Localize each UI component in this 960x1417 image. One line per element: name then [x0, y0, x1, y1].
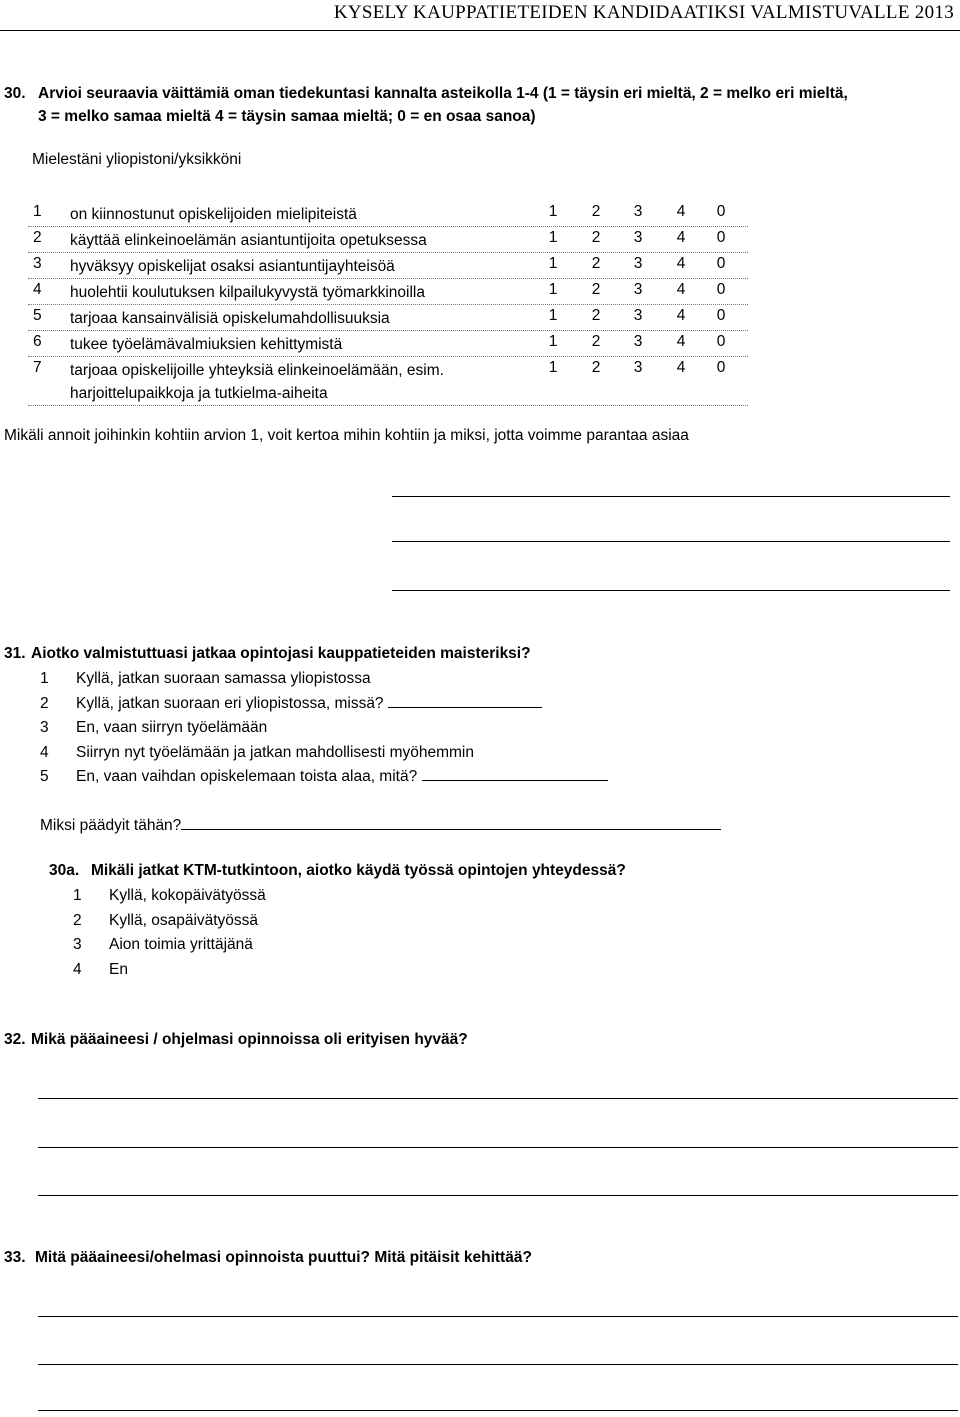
option-number: 3: [73, 936, 82, 953]
option-item[interactable]: [40, 692, 740, 717]
option-number: 3: [40, 719, 49, 736]
header-rule: [0, 30, 960, 31]
option-number: 1: [73, 887, 82, 904]
row-statement: [70, 359, 530, 405]
option-number: 2: [73, 911, 82, 929]
row-statement: on kiinnostunut opiskelijoiden mielipiteistä: [70, 206, 357, 223]
option-number: 1: [40, 670, 49, 687]
scale-option-1[interactable]: 1: [548, 203, 558, 220]
rating-row: [28, 331, 748, 357]
scale-option-2[interactable]: 2: [591, 359, 601, 376]
option-text: Kyllä, jatkan suoraan eri yliopistossa, missä?: [76, 694, 384, 712]
option-text: Kyllä, kokopäivätyössä: [109, 887, 266, 904]
question-text-line2: 3 = melko samaa mieltä 4 = täysin samaa mieltä; 0 = en osaa sanoa): [38, 108, 536, 125]
scale-option-3[interactable]: 3: [633, 255, 643, 272]
row-number: 4: [33, 281, 42, 298]
scale-option-4[interactable]: 4: [676, 255, 686, 272]
rating-table: [28, 201, 748, 406]
option-item[interactable]: [73, 909, 673, 934]
scale-option-0[interactable]: 0: [716, 307, 726, 324]
question-33-number: 33.: [4, 1249, 26, 1266]
row-statement: huolehtii koulutuksen kilpailukyvystä työmarkkinoilla: [70, 284, 425, 301]
option-item[interactable]: [40, 667, 740, 692]
row-number: 6: [33, 333, 42, 350]
option-text: En, vaan vaihdan opiskelemaan toista alaa, mitä?: [76, 768, 418, 785]
scale-option-2[interactable]: 2: [591, 255, 601, 272]
row-statement-line2: harjoittelupaikkoja ja tutkielma-aiheita: [70, 385, 328, 402]
scale-option-1[interactable]: 1: [548, 359, 558, 376]
rating-row: [28, 227, 748, 253]
answer-line[interactable]: [392, 496, 950, 497]
option-text: En, vaan siirryn työelämään: [76, 719, 268, 736]
scale-option-1[interactable]: 1: [548, 255, 558, 272]
scale-option-4[interactable]: 4: [676, 307, 686, 324]
scale-option-4[interactable]: 4: [676, 359, 686, 376]
scale-option-1[interactable]: 1: [548, 307, 558, 324]
question-text-line1: Arvioi seuraavia väittämiä oman tiedekuntasi kannalta asteikolla 1-4 (1 = täysin eri mieltä, 2 = melko eri mieltä,: [38, 85, 848, 102]
q31-options: [40, 667, 740, 790]
scale-option-3[interactable]: 3: [633, 229, 643, 246]
question-31-number: 31.: [4, 645, 26, 662]
why-answer-field[interactable]: [181, 814, 721, 830]
option-item[interactable]: [73, 884, 673, 909]
scale-option-3[interactable]: 3: [633, 359, 643, 376]
row-number: 3: [33, 255, 42, 272]
option-number: 5: [40, 768, 49, 785]
scale-option-0[interactable]: 0: [716, 359, 726, 376]
scale-option-1[interactable]: 1: [548, 281, 558, 298]
option-text: Kyllä, osapäivätyössä: [109, 911, 259, 929]
q30a-options: [73, 884, 673, 982]
scale-option-3[interactable]: 3: [633, 333, 643, 350]
scale-option-2[interactable]: 2: [591, 307, 601, 324]
scale-option-2[interactable]: 2: [591, 333, 601, 350]
row-number: 2: [33, 229, 42, 246]
answer-line[interactable]: [38, 1364, 958, 1365]
answer-line[interactable]: [392, 590, 950, 591]
scale-option-0[interactable]: 0: [716, 281, 726, 298]
scale-option-0[interactable]: 0: [716, 255, 726, 272]
scale-option-4[interactable]: 4: [676, 281, 686, 298]
option-item[interactable]: [40, 716, 740, 741]
option-text: Kyllä, jatkan suoraan samassa yliopistossa: [76, 670, 371, 687]
row-number: 1: [33, 203, 42, 220]
option-number: 4: [73, 960, 82, 978]
question-31-text: Aiotko valmistuttuasi jatkaa opintojasi kauppatieteiden maisteriksi?: [31, 645, 531, 662]
row-number: 5: [33, 307, 42, 324]
scale-option-1[interactable]: 1: [548, 333, 558, 350]
scale-option-0[interactable]: 0: [716, 229, 726, 246]
row-statement: hyväksyy opiskelijat osaksi asiantuntijayhteisöä: [70, 258, 395, 275]
rating-row: [28, 305, 748, 331]
scale-option-3[interactable]: 3: [633, 307, 643, 324]
option-item[interactable]: [73, 958, 673, 983]
answer-line[interactable]: [38, 1410, 958, 1411]
scale-option-4[interactable]: 4: [676, 333, 686, 350]
question-32-number: 32.: [4, 1031, 26, 1048]
option-item[interactable]: [40, 741, 740, 766]
option-text: Siirryn nyt työelämään ja jatkan mahdollisesti myöhemmin: [76, 743, 474, 761]
scale-option-3[interactable]: 3: [633, 281, 643, 298]
row-statement: tarjoaa kansainvälisiä opiskelumahdollisuuksia: [70, 310, 390, 327]
scale-option-0[interactable]: 0: [716, 333, 726, 350]
scale-option-2[interactable]: 2: [591, 229, 601, 246]
question-30a-number: 30a.: [49, 862, 80, 879]
answer-line[interactable]: [38, 1316, 958, 1317]
why-prompt: [40, 814, 721, 835]
option-text: En: [109, 960, 128, 978]
scale-option-4[interactable]: 4: [676, 229, 686, 246]
row-statement: tukee työelämävalmiuksien kehittymistä: [70, 336, 343, 353]
scale-option-3[interactable]: 3: [633, 203, 643, 220]
blank-field[interactable]: [388, 692, 542, 708]
answer-line[interactable]: [392, 541, 950, 542]
answer-line[interactable]: [38, 1147, 958, 1148]
scale-option-2[interactable]: 2: [591, 203, 601, 220]
scale-option-0[interactable]: 0: [716, 203, 726, 220]
question-33-text: Mitä pääaineesi/ohelmasi opinnoista puuttui? Mitä pitäisit kehittää?: [35, 1249, 532, 1266]
document-header: KYSELY KAUPPATIETEIDEN KANDIDAATIKSI VALMISTUVALLE 2013: [333, 2, 954, 23]
blank-field[interactable]: [422, 765, 608, 781]
answer-line[interactable]: [38, 1098, 958, 1099]
followup-prompt: Mikäli annoit joihinkin kohtiin arvion 1, voit kertoa mihin kohtiin ja miksi, jotta voimme parantaa asiaa: [4, 427, 689, 444]
answer-line[interactable]: [38, 1195, 958, 1196]
why-label: Miksi päädyit tähän?: [40, 817, 182, 834]
question-32-text: Mikä pääaineesi / ohjelmasi opinnoissa oli erityisen hyvää?: [31, 1031, 468, 1048]
rating-row: [28, 253, 748, 279]
rating-row: [28, 357, 748, 406]
option-number: 4: [40, 743, 49, 761]
option-number: 2: [40, 694, 49, 712]
rating-row: [28, 279, 748, 305]
scale-option-2[interactable]: 2: [591, 281, 601, 298]
row-number: 7: [33, 359, 42, 376]
option-text: Aion toimia yrittäjänä: [109, 936, 253, 953]
option-item[interactable]: [73, 933, 673, 958]
option-item[interactable]: [40, 765, 740, 790]
scale-option-1[interactable]: 1: [548, 229, 558, 246]
question-number: 30.: [4, 85, 26, 102]
row-statement-line1: tarjoaa opiskelijoille yhteyksiä elinkeinoelämään, esim.: [70, 362, 444, 379]
statement-intro: Mielestäni yliopistoni/yksikköni: [32, 151, 242, 168]
row-statement: käyttää elinkeinoelämän asiantuntijoita opetuksessa: [70, 232, 427, 249]
rating-row: [28, 201, 748, 227]
question-30a-text: Mikäli jatkat KTM-tutkintoon, aiotko käydä työssä opintojen yhteydessä?: [91, 862, 626, 879]
scale-option-4[interactable]: 4: [676, 203, 686, 220]
